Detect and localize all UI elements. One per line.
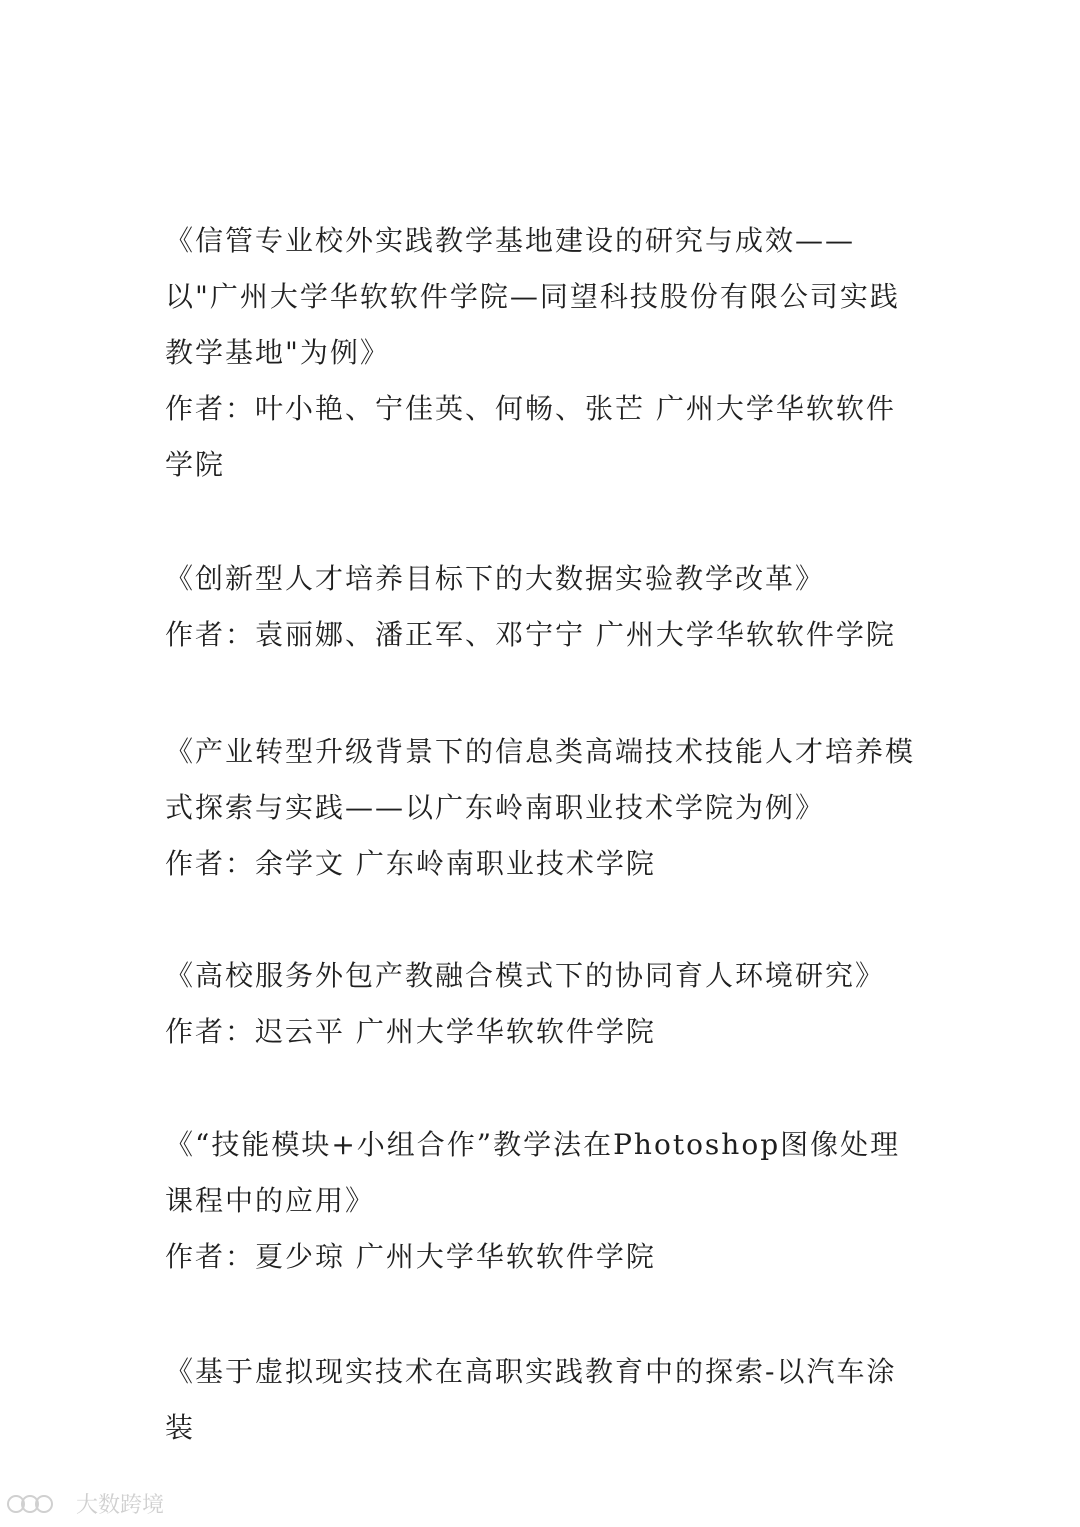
paper-author: 作者：余学文 广东岭南职业技术学院: [165, 847, 656, 880]
paper-title: 《创新型人才培养目标下的大数据实验教学改革》: [165, 562, 826, 595]
watermark: [6, 1488, 164, 1519]
paper-entry: [165, 213, 920, 493]
paper-title: 《“技能模块+小组合作”教学法在Photoshop图像处理课程中的应用》: [165, 1128, 901, 1217]
paper-author: 作者：迟云平 广州大学华软软件学院: [165, 1015, 656, 1048]
paper-author: 作者：夏少琼 广州大学华软软件学院: [165, 1240, 656, 1273]
paper-entry: [165, 1117, 920, 1285]
paper-entry: [165, 551, 920, 663]
watermark-text: 大数跨境: [76, 1493, 165, 1518]
paper-title: 《高校服务外包产教融合模式下的协同育人环境研究》: [165, 959, 886, 992]
paper-author: 作者：袁丽娜、潘正军、邓宁宁 广州大学华软软件学院: [165, 618, 896, 651]
paper-title: 《产业转型升级背景下的信息类高端技术技能人才培养模式探索与实践——以广东岭南职业技术学院为例》: [165, 735, 916, 824]
paper-title: 《信管专业校外实践教学基地建设的研究与成效——以"广州大学华软软件学院—同望科技股份有限公司实践教学基地"为例》: [165, 224, 900, 369]
paper-entry: [165, 948, 920, 1060]
paper-author: 作者：叶小艳、宁佳英、何畅、张芒 广州大学华软软件学院: [165, 392, 896, 481]
paper-entry: [165, 1344, 920, 1456]
wechat-logo-icon: [6, 1492, 70, 1516]
paper-entry: [165, 724, 920, 892]
paper-title: 《基于虚拟现实技术在高职实践教育中的探索-以汽车涂装: [165, 1355, 897, 1444]
